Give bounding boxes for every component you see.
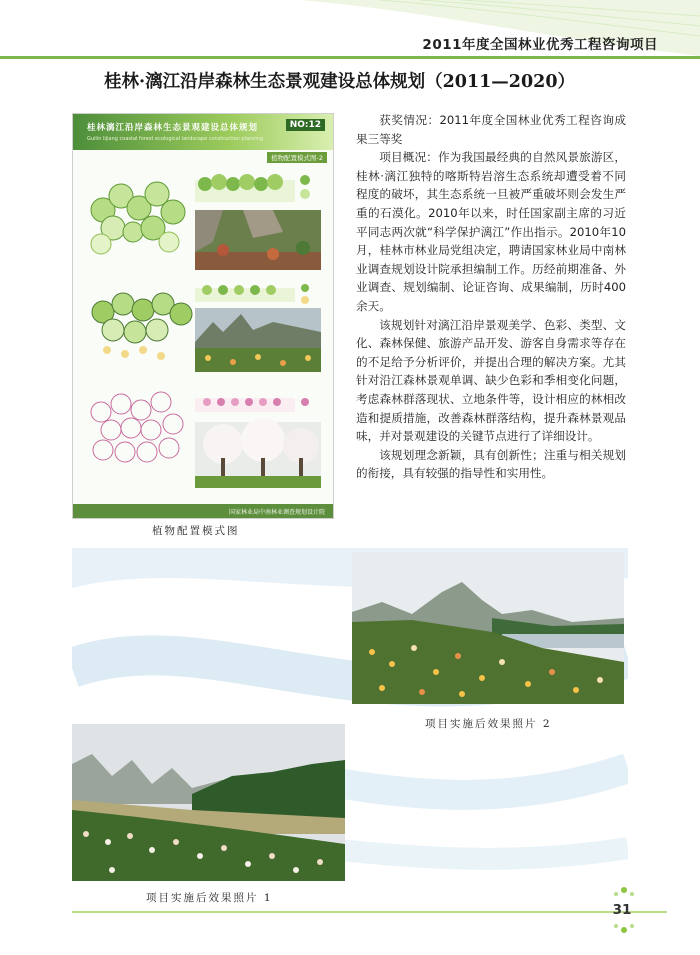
board-title: 桂林漓江沿岸森林生态景观建设总体规划: [87, 123, 259, 133]
photo-1-caption: 项目实施后效果照片 1: [146, 892, 273, 904]
canopy-plan-3: [91, 392, 183, 462]
board-number: NO:12: [286, 119, 325, 131]
article-body: [356, 111, 626, 483]
photo-blossom-trees: [195, 418, 321, 488]
page-number: 31: [612, 902, 632, 918]
evaluation-paragraph: 该规划理念新颖，具有创新性；注重与相关规划的衔接，具有较强的指导性和实用性。: [356, 447, 626, 481]
canopy-plan-1: [91, 182, 185, 254]
analysis-paragraph: 该规划针对漓江沿岸景观美学、色彩、类型、文化、森林保健、旅游产品开发、游客自身需求等存在的不足给予分析评价，并提出合理的解决方案。尤其针对沿江森林景观单调、缺少色彩和季相变化问题，考虑森林群落现状、立地条件等，设计相应的林相改造和提质措施，改善森林群落结构，提升森林景观品味，并对景观建设的关键节点进行了详细设计。: [356, 317, 626, 444]
board-footer-text: 国家林业局中南林业调查规划设计院: [228, 509, 325, 516]
elevation-row-2: [195, 284, 309, 304]
award-paragraph: 获奖情况：2011年度全国林业优秀工程咨询成果三等奖: [356, 113, 626, 146]
plant-configuration-board: [72, 113, 334, 519]
canopy-plan-2: [92, 293, 192, 360]
project-photo-2: [352, 552, 624, 704]
board-caption: 植物配置模式图: [152, 525, 240, 537]
elevation-row-1: [195, 174, 310, 202]
project-photo-1: [72, 724, 345, 881]
photo-2-caption: 项目实施后效果照片 2: [425, 718, 552, 730]
header-rule: [0, 56, 700, 59]
elevation-row-3: [195, 398, 309, 412]
page-title: 桂林·漓江沿岸森林生态景观建设总体规划（2011—2020）: [104, 72, 576, 92]
photo-flower-field: [195, 308, 321, 372]
overview-paragraph: 项目概况：作为我国最经典的自然风景旅游区，桂林·漓江独特的喀斯特岩溶生态系统却遭受着不同程度的破坏，其生态系统一旦被严重破坏则会发生严重的石漠化。2010年以来，时任国家副主席的习近平同志两次就“科学保护漓江”作出指示。2010年10月，桂林市林业局党组决定，聘请国家林业局中南林业调查规划设计院承担编制工作。历经前期准备、外业调查、规划编制、论证咨询、成果编制，历时400余天。: [356, 150, 626, 313]
board-header: [73, 114, 333, 150]
board-title-en: Guilin lijiang coastal forest ecological landscape construction planning: [87, 136, 264, 142]
board-subtitle: 植物配置模式图-2: [267, 152, 327, 163]
footer-rule: [72, 911, 667, 913]
board-drawings: [73, 162, 333, 502]
photo-karst-forest: [195, 210, 321, 270]
series-title: 2011年度全国林业优秀工程咨询项目: [422, 37, 658, 53]
